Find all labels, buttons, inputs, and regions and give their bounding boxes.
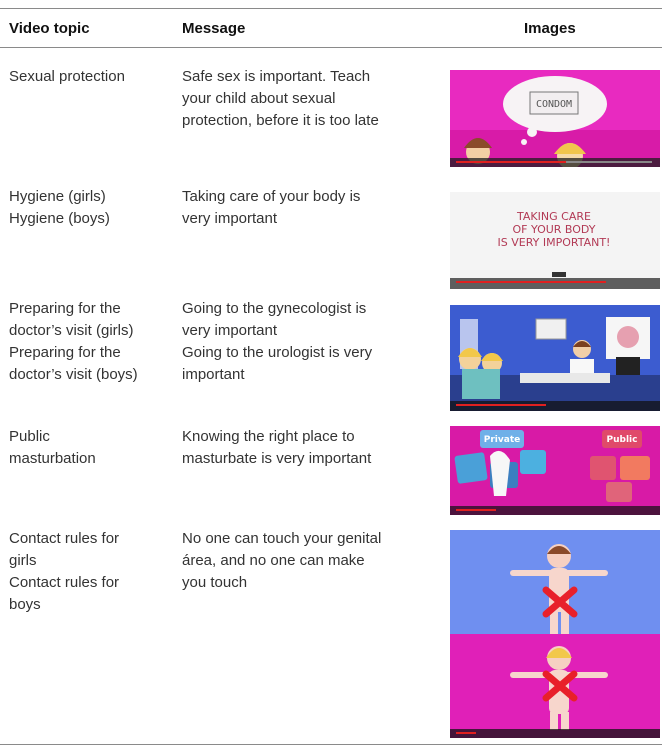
table-bottom-rule — [0, 744, 662, 745]
svg-text:TAKING CARE: TAKING CARE — [517, 210, 591, 223]
row-2-message: Taking care of your body is very important — [182, 188, 361, 227]
condom-label: CONDOM — [535, 99, 573, 110]
table-top-rule — [0, 8, 662, 9]
private-public-signs-video-thumbnail — [450, 426, 660, 515]
row-1-message: Safe sex is important. Teach your child about sexual protection, before it is too late — [182, 68, 379, 129]
row-3-message: Going to the gynecologist is very important Going to the urologist is very important — [182, 300, 373, 383]
svg-text:OF YOUR BODY: OF YOUR BODY — [512, 223, 596, 236]
header-images: Images — [524, 20, 576, 37]
title-card-video-thumbnail — [450, 192, 660, 289]
row-1-topic: Sexual protection — [9, 68, 125, 85]
row-5-message: No one can touch your genital área, and no one can make you touch — [182, 530, 382, 591]
contact-rules-video-thumbnail — [450, 530, 660, 738]
svg-text:Private: Private — [483, 435, 521, 445]
header-message: Message — [182, 20, 246, 37]
header-bottom-rule — [0, 47, 662, 48]
row-4-message: Knowing the right place to masturbate is very important — [182, 428, 372, 467]
condom-thought-bubble-video-thumbnail — [450, 70, 660, 167]
row-3-topic: Preparing for the doctor’s visit (girls) Preparing for the doctor’s visit (boys) — [9, 300, 138, 383]
row-5-topic: Contact rules for girls Contact rules for boys — [9, 530, 120, 613]
svg-text:IS VERY IMPORTANT!: IS VERY IMPORTANT! — [497, 236, 611, 249]
header-video-topic: Video topic — [9, 20, 90, 37]
doctor-office-video-thumbnail — [450, 305, 660, 411]
row-2-topic: Hygiene (girls) Hygiene (boys) — [9, 188, 110, 227]
svg-text:Public: Public — [606, 435, 638, 445]
row-4-topic: Public masturbation — [9, 428, 96, 467]
